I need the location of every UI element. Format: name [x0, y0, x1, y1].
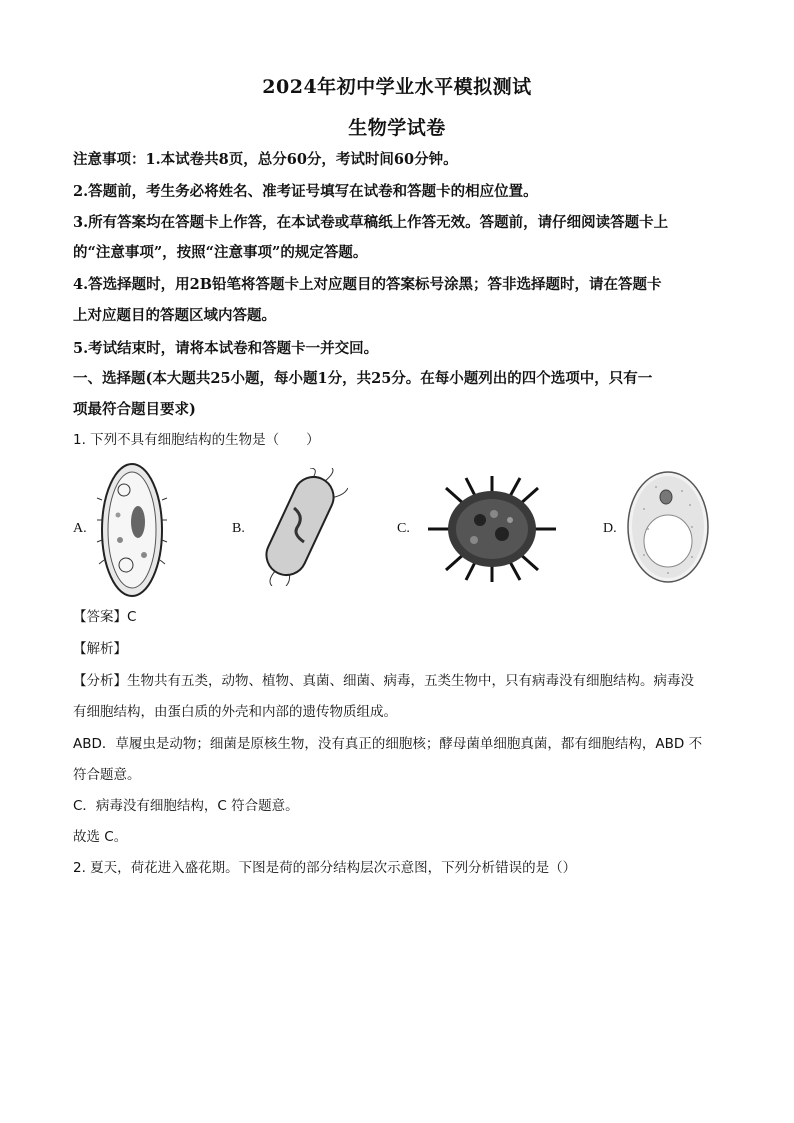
section-heading-line-2: 项最符合题目要求) [73, 401, 196, 418]
question-1-stem: 1. 下列不具有细胞结构的生物是（ ） [73, 432, 320, 448]
option-b-label: B. [232, 521, 245, 536]
note-line-6: 上对应题目的答题区域内答题。 [73, 307, 276, 324]
note-line-5: 4.答选择题时，用2B铅笔将答题卡上对应题目的答案标号涂黑；答非选择题时，请在答题卡 [73, 276, 662, 293]
note-line-2: 2.答题前，考生务必将姓名、准考证号填写在试卷和答题卡的相应位置。 [73, 183, 538, 200]
option-c-label: C. [397, 521, 410, 536]
note-line-7: 5.考试结束时，请将本试卷和答题卡一并交回。 [73, 340, 379, 357]
exam-title: 2024年初中学业水平模拟测试 [262, 76, 532, 98]
answer-line: 【答案】C [73, 609, 137, 625]
note-line-1: 注意事项：1.本试卷共8页，总分60分，考试时间60分钟。 [73, 151, 458, 168]
option-d-label: D. [603, 521, 617, 536]
explain-line-6: 故选 C。 [73, 829, 128, 845]
option-a-label: A. [73, 521, 87, 536]
question-2-stem: 2. 夏天，荷花进入盛花期。下图是荷的部分结构层次示意图，下列分析错误的是（） [73, 860, 577, 876]
virus-image [424, 474, 560, 588]
explain-line-5: C．病毒没有细胞结构，C 符合题意。 [73, 798, 299, 814]
note-line-3: 3.所有答案均在答题卡上作答，在本试卷或草稿纸上作答无效。答题前，请仔细阅读答题卡上 [73, 214, 669, 231]
explain-line-2: 有细胞结构，由蛋白质的外壳和内部的遗传物质组成。 [73, 704, 397, 720]
yeast-cell-image [626, 469, 710, 589]
bacterium-image [258, 468, 348, 590]
analysis-label: 【解析】 [73, 641, 127, 657]
explain-line-1: 【分析】生物共有五类，动物、植物、真菌、细菌、病毒，五类生物中，只有病毒没有细胞结构。病毒没 [73, 673, 694, 689]
note-line-4: 的“注意事项”，按照“注意事项”的规定答题。 [73, 244, 368, 261]
paramecium-image [96, 460, 168, 604]
explain-line-3: ABD．草履虫是动物；细菌是原核生物，没有真正的细胞核；酵母菌单细胞真菌，都有细胞结构，ABD 不 [73, 736, 703, 752]
section-heading-line-1: 一、选择题(本大题共25小题，每小题1分，共25分。在每小题列出的四个选项中，只有一 [73, 370, 653, 387]
exam-subtitle: 生物学试卷 [348, 117, 446, 139]
explain-line-4: 符合题意。 [73, 767, 141, 783]
